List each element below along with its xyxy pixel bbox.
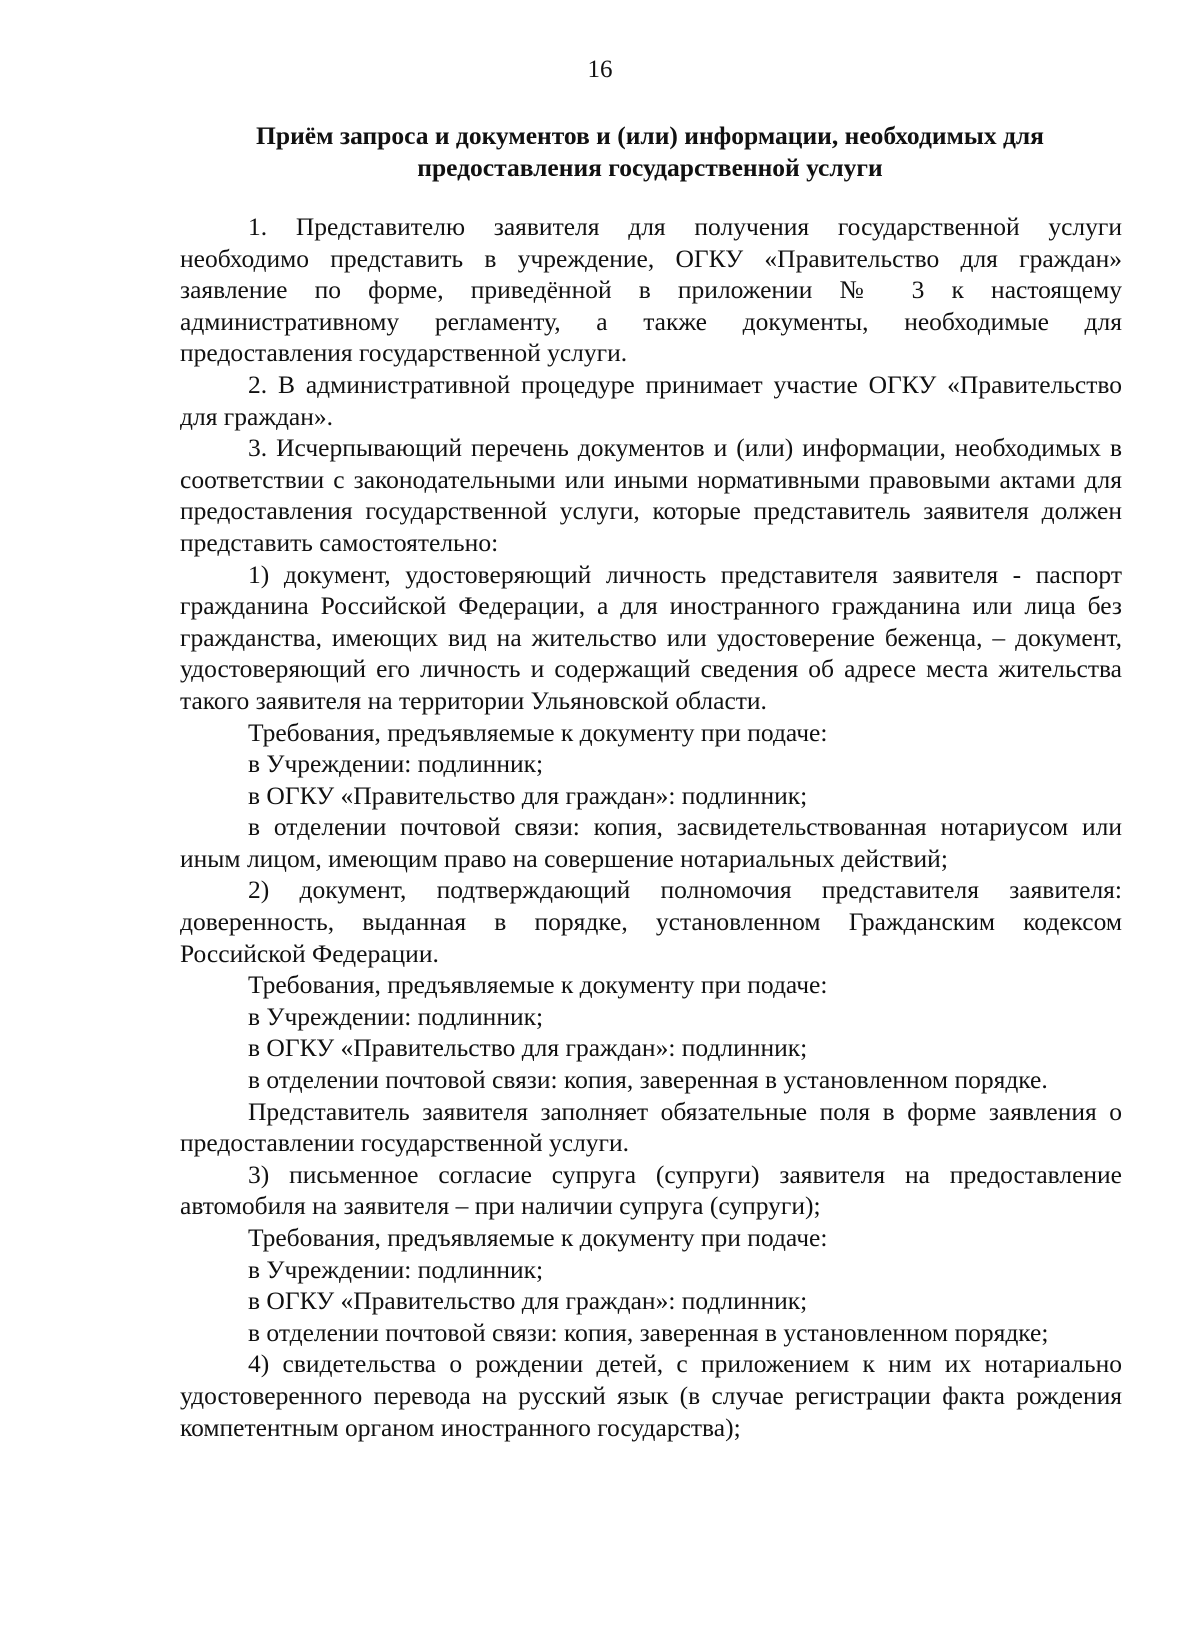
paragraph: 1) документ, удостоверяющий личность представителя заявителя - паспорт гражданина Российской Федерации, а для иностранного гражданина или лица без гражданства, имеющих вид на жительство или удостоверение беженца, – документ, удостоверяющий его личность и содержащий сведения об адресе места жительства такого заявителя на территории Ульяновской области. <box>180 559 1122 715</box>
paragraph: Требования, предъявляемые к документу при подаче: <box>248 970 828 1000</box>
paragraph: в отделении почтовой связи: копия, заверенная в установленном порядке; <box>248 1317 1049 1347</box>
paragraph: Требования, предъявляемые к документу при подаче: <box>248 717 828 747</box>
paragraph: в отделении почтовой связи: копия, засвидетельствованная нотариусом или иным лицом, имеющим право на совершение нотариальных действий; <box>180 812 1122 873</box>
paragraph: в Учреждении: подлинник; <box>248 1254 544 1284</box>
paragraph: в отделении почтовой связи: копия, заверенная в установленном порядке. <box>248 1065 1048 1095</box>
paragraph: в Учреждении: подлинник; <box>248 1001 544 1031</box>
paragraph: Представитель заявителя заполняет обязательные поля в форме заявления о предоставлении государственной услуги. <box>180 1096 1122 1158</box>
document-body <box>180 211 1122 1443</box>
paragraph: 1. Представителю заявителя для получения государственной услуги необходимо представить в учреждение, ОГКУ «Правительство для граждан» заявление по форме, приведённой в приложении № 3 к настоящему административному регламенту, а также документы, необходимые для предоставления государственной услуги. <box>180 212 1122 368</box>
page-number: 16 <box>587 56 613 83</box>
paragraph: в ОГКУ «Правительство для граждан»: подлинник; <box>248 1286 808 1316</box>
paragraph: Требования, предъявляемые к документу при подаче: <box>248 1223 828 1252</box>
paragraph: в ОГКУ «Правительство для граждан»: подлинник; <box>248 780 808 810</box>
paragraph: 2) документ, подтверждающий полномочия представителя заявителя: доверенность, выданная в порядке, установленном Гражданским кодексом Российской Федерации. <box>180 875 1122 968</box>
paragraph: 2. В административной процедуре принимает участие ОГКУ «Правительство для граждан». <box>180 369 1122 431</box>
paragraph: 3) письменное согласие супруга (супруги) заявителя на предоставление автомобиля на заявителя – при наличии супруга (супруги); <box>180 1159 1122 1221</box>
section-heading: Приём запроса и документов и (или) информации, необходимых для предоставления государственной услуги <box>256 121 1044 182</box>
paragraph: 4) свидетельства о рождении детей, с приложением к ним их нотариально удостоверенного перевода на русский язык (в случае регистрации факта рождения компетентным органом иностранного государства); <box>180 1349 1122 1442</box>
paragraph: в ОГКУ «Правительство для граждан»: подлинник; <box>248 1033 808 1063</box>
paragraph: в Учреждении: подлинник; <box>248 749 544 779</box>
paragraph: 3. Исчерпывающий перечень документов и (или) информации, необходимых в соответствии с законодательными или иными нормативными правовыми актами для предоставления государственной услуги, которые представитель заявителя должен представить самостоятельно: <box>180 433 1122 557</box>
